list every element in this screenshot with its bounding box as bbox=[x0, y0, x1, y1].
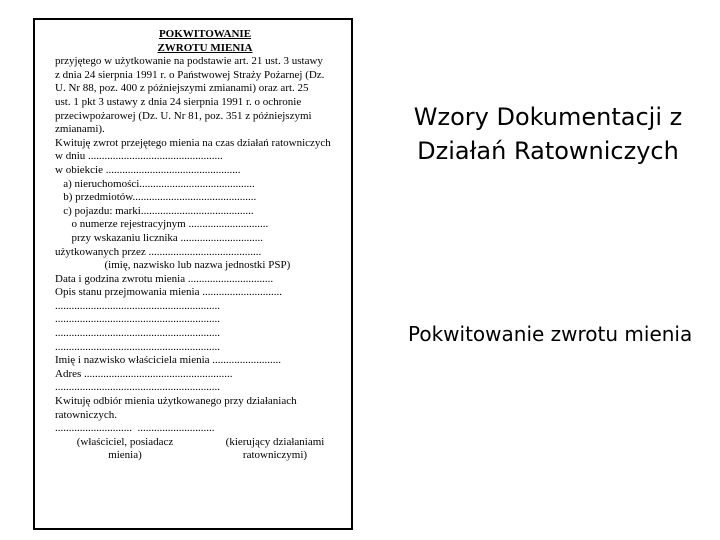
document-line: przeciwpożarowej (Dz. U. Nr 81, poz. 351 z późniejszymi bbox=[55, 109, 312, 122]
document-line: przy wskazaniu licznika .............................. bbox=[55, 231, 264, 244]
signature-label-commander: (kierujący działaniami bbox=[225, 435, 325, 448]
signature-label-commander-cont: ratowniczymi) bbox=[242, 449, 308, 462]
document-line: ............................ ............................ bbox=[55, 422, 215, 435]
document-line: ratowniczych. bbox=[55, 408, 117, 421]
document-line: Kwituję zwrot przejętego mienia na czas działań ratowniczych bbox=[55, 136, 331, 149]
document-line: zmianami). bbox=[55, 123, 105, 136]
document-line: użytkowanych przez ......................................... bbox=[55, 245, 262, 258]
signature-labels-row-1 bbox=[55, 436, 355, 450]
document-line: ............................................................ bbox=[55, 313, 220, 326]
document-line: ust. 1 pkt 3 ustawy z dnia 24 sierpnia 1991 r. o ochronie bbox=[55, 95, 302, 108]
document-line: Opis stanu przejmowania mienia ............................. bbox=[55, 286, 282, 299]
slide-title: Wzory Dokumentacji z Działań Ratowniczych bbox=[413, 103, 683, 165]
document-heading-line-1: POKWITOWANIE bbox=[158, 28, 252, 40]
slide-subtitle: Pokwitowanie zwrotu mienia bbox=[408, 322, 693, 346]
document-line: a) nieruchomości.......................................... bbox=[55, 177, 255, 190]
document-heading-line-2: ZWROTU MIENIA bbox=[157, 41, 253, 54]
document-line: ............................................................ bbox=[55, 299, 220, 312]
document-line: U. Nr 88, poz. 400 z późniejszymi zmianami) oraz art. 25 bbox=[55, 82, 309, 95]
document-lines bbox=[55, 55, 365, 436]
document-line: Data i godzina zwrotu mienia ............................... bbox=[55, 272, 274, 285]
document-line: w dniu ................................................. bbox=[55, 150, 223, 163]
document-line: Imię i nazwisko właściciela mienia ......................... bbox=[55, 354, 282, 367]
document-body bbox=[55, 28, 365, 463]
document-line: ............................................................ bbox=[55, 340, 220, 353]
signature-label-owner: (właściciel, posiadacz bbox=[76, 435, 174, 448]
document-line: przyjętego w użytkowanie na podstawie art. 21 ust. 3 ustawy bbox=[55, 55, 323, 68]
document-line: (imię, nazwisko lub nazwa jednostki PSP) bbox=[55, 259, 291, 272]
document-line: ............................................................ bbox=[55, 381, 220, 394]
document-line: w obiekcie ................................................. bbox=[55, 163, 241, 176]
signature-labels-row-2 bbox=[55, 449, 355, 463]
document-line: b) przedmiotów............................................. bbox=[55, 191, 257, 204]
document-line: Adres ...................................................... bbox=[55, 367, 233, 380]
document-line: ............................................................ bbox=[55, 327, 220, 340]
document-line: o numerze rejestracyjnym ............................. bbox=[55, 218, 269, 231]
document-line: c) pojazdu: marki......................................... bbox=[55, 204, 254, 217]
document-line: Kwituję odbiór mienia użytkowanego przy działaniach bbox=[55, 395, 297, 408]
signature-label-owner-cont: mienia) bbox=[108, 449, 142, 462]
document-line: z dnia 24 sierpnia 1991 r. o Państwowej Straży Pożarnej (Dz. bbox=[55, 68, 325, 81]
